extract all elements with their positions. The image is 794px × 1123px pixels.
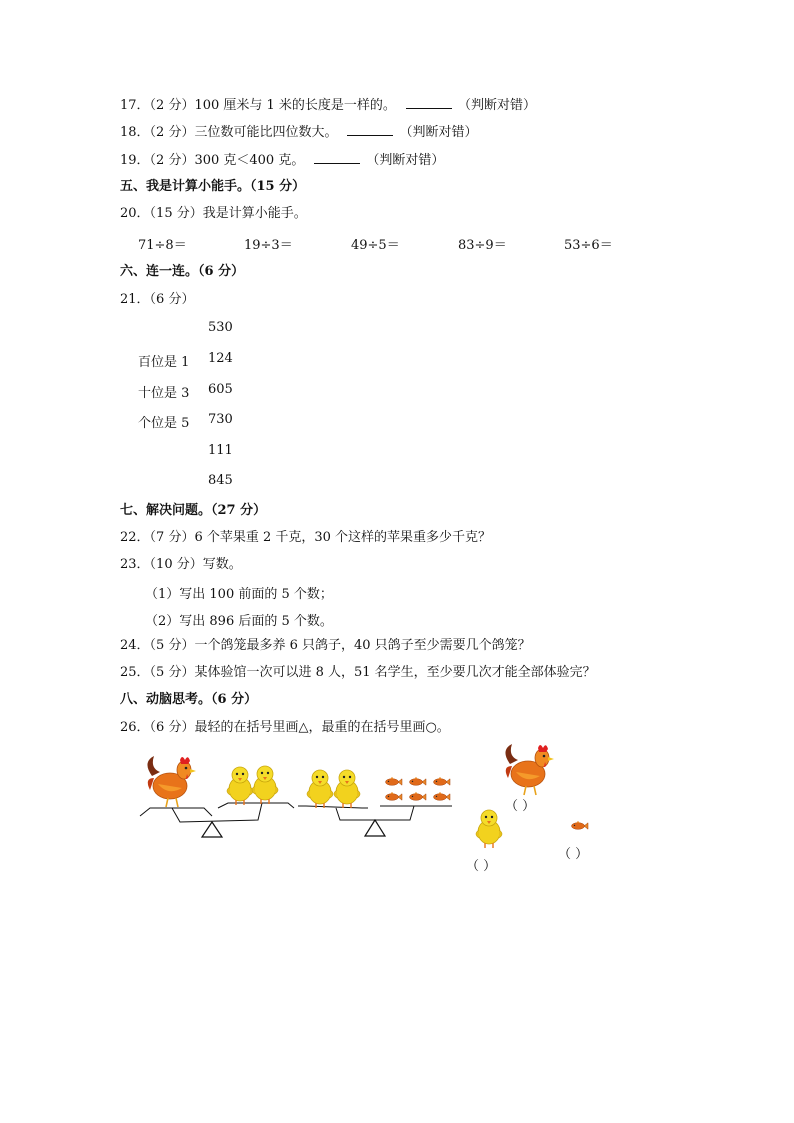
match-number-1[interactable]: 530 [208,320,233,335]
question-21: 21．（6 分） [120,292,195,307]
balance-left-fulcrum [202,822,222,837]
question-26: 26．（6 分）最轻的在括号里画△，最重的在括号里画○。 [120,720,450,735]
match-label-hundreds[interactable]: 百位是 1 [138,355,190,370]
answer-paren-fish[interactable]: （ ） [558,847,589,862]
calc-problem-5: 53÷6＝ [564,238,613,253]
question-23: 23．（10 分）写数。 [120,557,242,572]
calc-problem-4: 83÷9＝ [458,238,507,253]
answer-paren-chick[interactable]: （ ） [466,859,497,874]
balance-right [298,770,452,836]
fish-icon [434,777,451,785]
fish-icon [410,792,427,800]
rooster-icon [505,744,554,795]
question-20: 20．（15 分）我是计算小能手。 [120,206,307,221]
chick-icon [252,766,278,804]
calc-problem-1: 71÷8＝ [138,238,187,253]
section-8-title: 八、动脑思考。（6 分） [120,692,258,707]
match-number-3[interactable]: 605 [208,382,233,397]
balance-right-fulcrum [365,820,385,836]
balance-left-pan-right [218,803,294,808]
question-18-text: 18．（2 分）三位数可能比四位数大。 [120,125,338,140]
section-6-title: 六、连一连。（6 分） [120,264,245,279]
question-17-suffix: （判断对错） [457,98,536,113]
question-19-suffix: （判断对错） [366,153,445,168]
chick-icon [307,770,333,808]
section-7-title: 七、解决问题。（27 分） [120,503,267,518]
section-5-title: 五、我是计算小能手。（15 分） [120,179,306,194]
balance-right-beam [336,806,414,820]
match-number-5[interactable]: 111 [208,443,233,458]
match-number-6[interactable]: 845 [208,473,233,488]
balance-right-pan-left [298,806,368,808]
chick-icon [334,770,360,808]
question-17-text: 17．（2 分）100 厘米与 1 米的长度是一样的。 [120,98,396,113]
rooster-icon [147,756,196,807]
chick-icon [227,767,253,805]
question-25: 25．（5 分）某体验馆一次可以进 8 人，51 名学生，至少要几次才能全部体验完？ [120,665,596,680]
match-number-4[interactable]: 730 [208,412,233,427]
question-18-suffix: （判断对错） [399,125,478,140]
fish-icon [434,792,451,800]
question-19-text: 19．（2 分）300 克＜400 克。 [120,153,305,168]
match-number-2[interactable]: 124 [208,351,233,366]
question-23-part-1: （1）写出 100 前面的 5 个数； [145,587,333,602]
question-22: 22．（7 分）6 个苹果重 2 千克，30 个这样的苹果重多少千克？ [120,530,492,545]
question-24: 24．（5 分）一个鸽笼最多养 6 只鸽子，40 只鸽子至少需要几个鸽笼？ [120,638,531,653]
fish-icon [572,821,589,829]
chick-icon [476,810,502,848]
match-label-ones[interactable]: 个位是 5 [138,416,190,431]
balance-left-beam [172,803,262,822]
answer-paren-rooster[interactable]: （ ） [505,799,536,814]
calc-problem-2: 19÷3＝ [244,238,293,253]
fish-icon [386,792,403,800]
question-23-part-2: （2）写出 896 后面的 5 个数。 [145,614,333,629]
fish-icon [410,777,427,785]
balance-left [140,756,294,837]
match-label-tens[interactable]: 十位是 3 [138,386,190,401]
calc-problem-3: 49÷5＝ [351,238,400,253]
fish-icon [386,777,403,785]
